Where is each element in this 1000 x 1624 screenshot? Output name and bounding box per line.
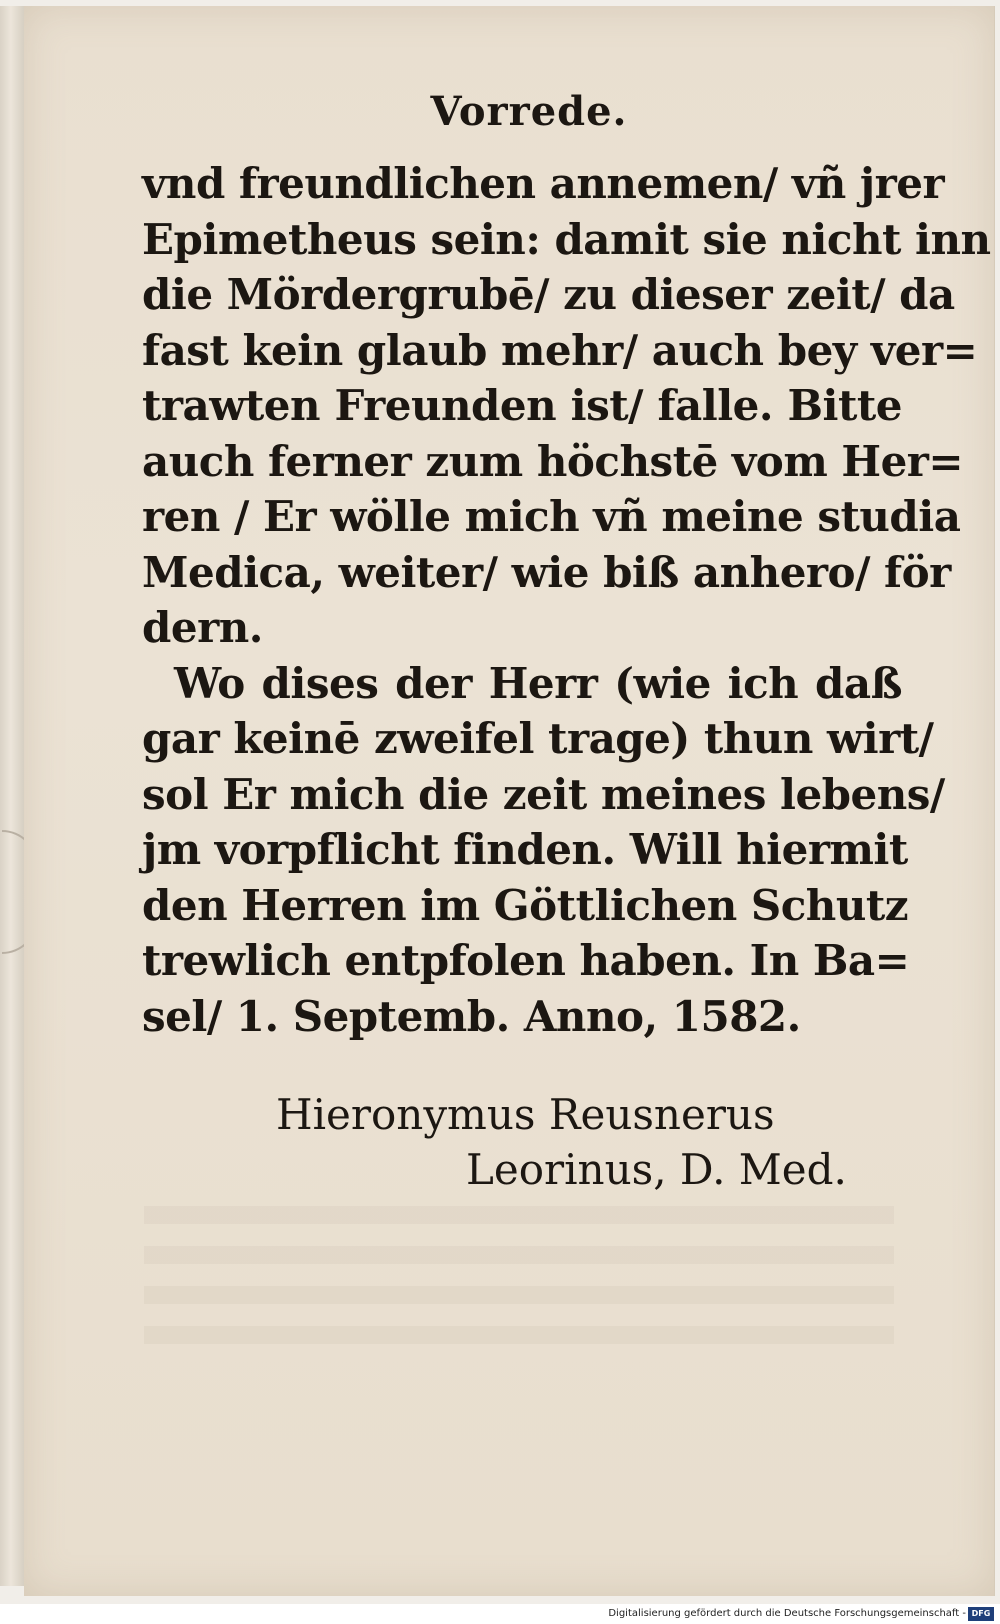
dfg-logo: DFG bbox=[968, 1607, 994, 1621]
text-line: ren / Er wölle mich vñ meine studia bbox=[142, 492, 961, 541]
text-line: fast kein glaub mehr/ auch bey ver= bbox=[142, 325, 978, 375]
text-line: vnd freundlichen annemen/ vñ jrer bbox=[142, 159, 945, 208]
text-line: dern. bbox=[142, 603, 263, 652]
body-text bbox=[142, 156, 991, 1044]
text-line: die Mördergrubē/ zu dieser zeit/ da bbox=[142, 270, 955, 319]
text-line: gar keinē zweifel trage) thun wirt/ bbox=[142, 714, 934, 763]
text-line: den Herren im Göttlichen Schutz bbox=[142, 880, 909, 930]
book-page bbox=[24, 6, 995, 1596]
text-line: trewlich entpfolen haben. In Ba= bbox=[142, 936, 910, 985]
signature-title: Leorinus, D. Med. bbox=[466, 1145, 847, 1194]
text-line: Medica, weiter/ wie biß anhero/ för bbox=[142, 547, 951, 597]
page-header: Vorrede. bbox=[430, 88, 628, 135]
signature-name: Hieronymus Reusnerus bbox=[276, 1090, 775, 1139]
text-line: auch ferner zum höchstē vom Her= bbox=[142, 436, 964, 486]
text-line: Wo dises der Herr (wie ich daß bbox=[174, 658, 902, 708]
text-line: Epimetheus sein: damit sie nicht inn bbox=[142, 214, 991, 264]
text-line: jm vorpflicht finden. Will hiermit bbox=[142, 825, 908, 874]
footer-credit: Digitalisierung gefördert durch die Deutsche Forschungsgemeinschaft - bbox=[608, 1608, 966, 1619]
page-edge bbox=[0, 6, 25, 1586]
text-line: sel/ 1. Septemb. Anno, 1582. bbox=[142, 991, 801, 1041]
text-line: sol Er mich die zeit meines lebens/ bbox=[142, 769, 945, 819]
text-line: trawten Freunden ist/ falle. Bitte bbox=[142, 381, 902, 430]
show-through-text bbox=[144, 1206, 894, 1366]
